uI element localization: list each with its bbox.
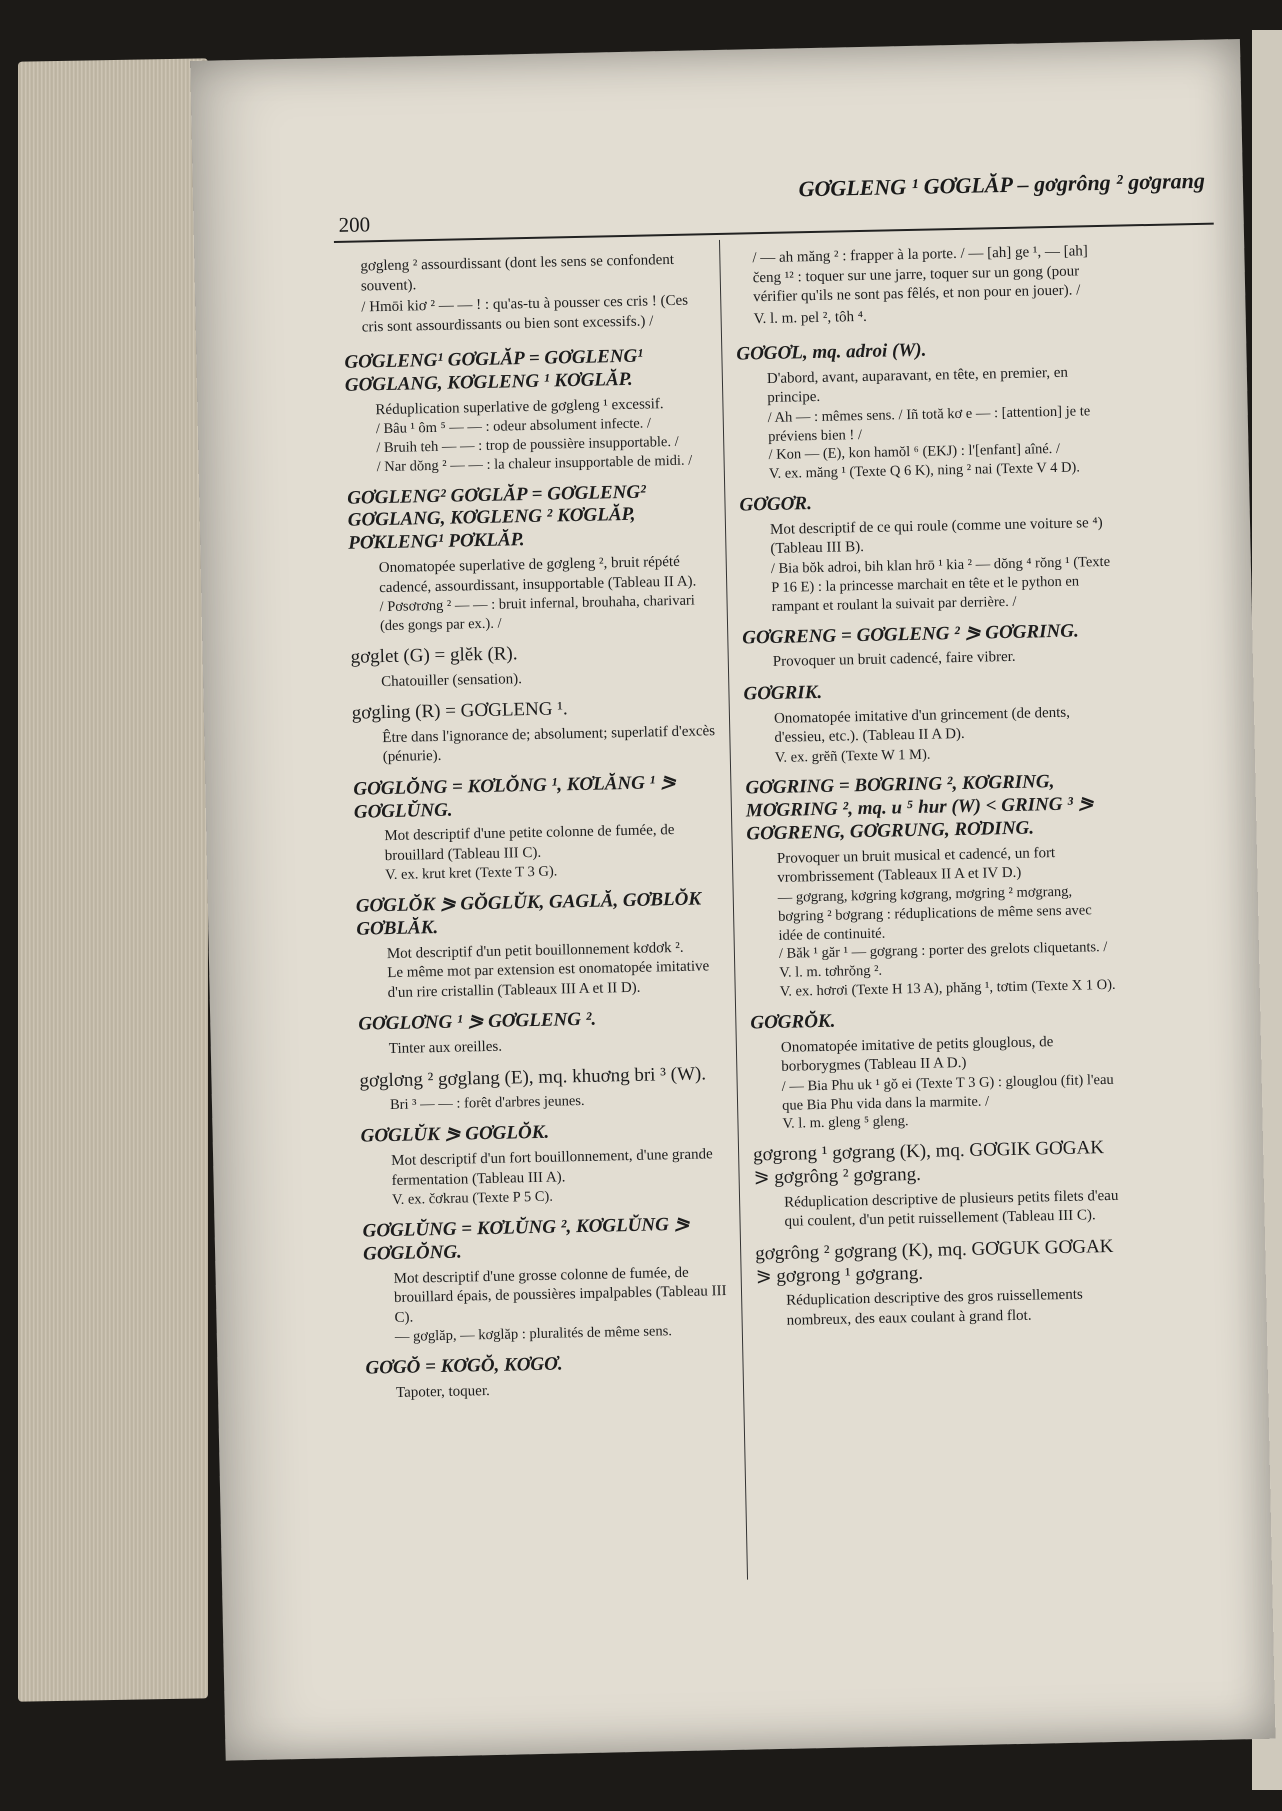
entry-definition: Tapoter, toquer. bbox=[395, 1382, 490, 1401]
entry-headword: gơglet (G) = glĕk (R). bbox=[350, 642, 518, 668]
entry-definition: Mot descriptif d'un fort bouillonnement, d'une grande fermentation (Tableau III A). bbox=[391, 1146, 713, 1189]
dictionary-entry bbox=[344, 344, 717, 477]
entry-example: / Nar dŏng ² — — : la chaleur insupportable de midi. / bbox=[376, 452, 693, 475]
entry-definition: Réduplication descriptive de plusieurs petits filets d'eau qui coulent, d'un petit ruissellement (Tableau III C). bbox=[783, 1187, 1119, 1231]
page-edges bbox=[18, 58, 208, 1701]
entry-headword: GƠGLŎNG = KƠLŎNG ¹, KƠLĂNG ¹ ⪖ GƠGLŬNG. bbox=[353, 771, 677, 823]
entry-example: / Pơsơrơng ² — — : bruit infernal, brouhaha, charivari (des gongs par ex.). / bbox=[379, 592, 695, 634]
dictionary-entry bbox=[739, 487, 1111, 617]
entry-example: — gơglăp, — kơglăp : pluralités de même sens. bbox=[394, 1323, 673, 1345]
dictionary-entry bbox=[360, 1118, 732, 1210]
entry-headword: gơgrong ¹ gơgrang (K), mq. GƠGIK GƠGAK ⪖ gơgrông ² gơgrang. bbox=[752, 1137, 1105, 1189]
entry-headword: GƠGLŬK ⪖ GƠGLŎK. bbox=[360, 1121, 550, 1147]
dictionary-entry bbox=[755, 1235, 1127, 1331]
entry-headword: GƠGLƠNG ¹ ⪖ GƠGLENG ². bbox=[358, 1009, 597, 1036]
entry-example: / Bâu ¹ ôm ⁵ — — : odeur absolument infecte. / bbox=[375, 415, 652, 438]
entry-example: / Kon — (E), kon hamŏl ⁶ (EKJ) : l'[enfant] aîné. / bbox=[768, 441, 1061, 464]
dictionary-entry bbox=[750, 1005, 1122, 1135]
entry-example: V. ex. krut kret (Texte T 3 G). bbox=[385, 863, 558, 884]
entry-definition: D'abord, avant, auparavant, en tête, en premier, en principe. bbox=[766, 364, 1069, 407]
entry-headword: GƠGƠR. bbox=[739, 493, 813, 516]
dictionary-entry bbox=[356, 888, 728, 1004]
entry-headword: GƠGLENG² GƠGLĂP = GƠGLENG² GƠGLANG, KƠGLENG ² KƠGLĂP, PƠKLENG¹ PƠKLĂP. bbox=[347, 481, 647, 555]
entry-example: V. ex. măng ¹ (Texte Q 6 K), ning ² nai (Texte V 4 D). bbox=[768, 459, 1081, 483]
continued-text: / Hmōi kiơ ² — — ! : qu'as-tu à pousser ces cris ! (Ces cris sont assourdissants ou bien sont excessifs.) / bbox=[361, 292, 689, 335]
entry-example: / Bia bŏk adroi, bih klan hrō ¹ kia ² — dŏng ⁴ rŏng ¹ (Texte P 16 E) : la princesse marchait en tête et le python en rampant et roulant la suivait par derrière. / bbox=[770, 553, 1111, 615]
entry-headword: gơglơng ² gơglang (E), mq. khuơng bri ³ (W). bbox=[359, 1063, 707, 1092]
entry-definition: Mot descriptif d'une petite colonne de fumée, de brouillard (Tableau III C). bbox=[384, 822, 675, 864]
dictionary-entry bbox=[358, 1006, 729, 1060]
entry-definition: Onomatopée imitative d'un grincement (de dents, d'essieu, etc.). (Tableau II A D). bbox=[773, 704, 1071, 746]
entry-headword: GƠGRING = BƠGRING ², KƠGRING, MƠGRING ², mq. u ⁵ hur (W) < GRING ³ ⪖ GƠGRENG, GƠGRUNG, RƠDING. bbox=[745, 771, 1094, 845]
page-number: 200 bbox=[338, 212, 371, 237]
entry-definition: Le même mot par extension est onomatopée imitative d'un rire cristallin (Tableaux III A et II D). bbox=[387, 958, 710, 1001]
entry-definition: Être dans l'ignorance de; absolument; superlatif d'excès (pénurie). bbox=[382, 722, 716, 766]
continued-text: / — ah măng ² : frapper à la porte. / — [ah] ge ¹, — [ah] čeng ¹² : toquer sur une jarre, toquer sur un gong (pour vérifier qu'ils ne sont pas fêlés, et non pour en jouer). / bbox=[752, 243, 1089, 306]
entry-headword: gơgrông ² gơgrang (K), mq. GƠGUK GƠGAK ⪖ gơgrong ¹ gơgrang. bbox=[754, 1235, 1114, 1288]
entry-definition: Réduplication superlative de gơgleng ¹ excessif. bbox=[375, 395, 664, 418]
continued-text: V. l. m. pel ², tôh ⁴. bbox=[753, 308, 867, 327]
entry-example: V. l. m. tơhrŏng ². bbox=[779, 962, 883, 982]
dictionary-entry bbox=[362, 1213, 735, 1348]
entry-example: / Ah — : mêmes sens. / Iñ totă kơ e — : [attention] je te préviens bien ! / bbox=[767, 403, 1091, 445]
dictionary-entry bbox=[736, 336, 1109, 485]
dictionary-entry bbox=[359, 1063, 730, 1116]
entry-example: — gơgrang, kơgring kơgrang, mơgring ² mơgrang, bơgring ² bơgrang : réduplications de même sens avec idée de continuité. bbox=[777, 883, 1092, 944]
entry-definition: Onomatopée imitative de petits glouglous, de borborygmes (Tableau II A D.) bbox=[780, 1033, 1054, 1076]
right-column bbox=[734, 242, 1127, 1342]
entry-example: V. ex. čơkrau (Texte P 5 C). bbox=[391, 1188, 554, 1209]
entry-definition: Mot descriptif de ce qui roule (comme une voiture se ⁴) (Tableau III B). bbox=[769, 514, 1103, 558]
dictionary-entry bbox=[347, 480, 720, 637]
entry-headword: GƠGRIK. bbox=[743, 681, 823, 705]
entry-definition: Tinter aux oreilles. bbox=[388, 1038, 503, 1058]
entry-definition: Onomatopée superlative de gơgleng ², bruit répété cadencé, assourdissant, insupportable (Tableau II A). bbox=[378, 553, 697, 596]
dictionary-entry bbox=[743, 676, 1115, 768]
entry-definition: Mot descriptif d'une grosse colonne de fumée, de brouillard épais, de poussières impalpables (Tableau III C). bbox=[393, 1264, 727, 1326]
entry-example: Bri ³ — — : forêt d'arbres jeunes. bbox=[389, 1093, 585, 1114]
entry-headword: GƠGLENG¹ GƠGLĂP = GƠGLENG¹ GƠGLANG, KƠGLENG ¹ KƠGLĂP. bbox=[344, 345, 644, 396]
entry-headword: GƠGRENG = GƠGLENG ² ⪖ GƠGRING. bbox=[742, 620, 1079, 649]
entry-headword: gơgling (R) = GƠGLENG ¹. bbox=[351, 698, 568, 724]
entry-definition: Provoquer un bruit cadencé, faire vibrer. bbox=[772, 649, 1016, 671]
entry-headword: GƠGƠL, mq. adroi (W). bbox=[736, 339, 927, 365]
dictionary-page bbox=[190, 39, 1275, 1761]
left-column bbox=[342, 250, 736, 1414]
dictionary-entry bbox=[352, 695, 723, 769]
entry-definition: Réduplication descriptive des gros ruissellements nombreux, des eaux coulant à grand flot. bbox=[786, 1286, 1083, 1329]
entry-example: / Băk ¹ găr ¹ — gơgrang : porter des grelots cliquetants. / bbox=[778, 939, 1108, 963]
dictionary-entry bbox=[353, 771, 725, 886]
entry-example: V. l. m. gleng ⁵ gleng. bbox=[782, 1113, 909, 1133]
entry-headword: GƠGŎ = KƠGŎ, KƠGƠ. bbox=[365, 1353, 563, 1379]
dictionary-entry bbox=[753, 1137, 1125, 1233]
dictionary-entry bbox=[365, 1350, 736, 1404]
dictionary-entry bbox=[742, 619, 1113, 673]
header-rule bbox=[334, 223, 1214, 243]
entry-example: V. ex. hơrơi (Texte H 13 A), phăng ¹, tơtim (Texte X 1 O). bbox=[779, 976, 1116, 1000]
entry-headword: GƠGLŎK ⪖ GŎGLŬK, GAGLĂ, GƠBLŎK GƠBLĂK. bbox=[355, 888, 702, 940]
entry-example: / — Bia Phu uk ¹ gŏ ei (Texte T 3 G) : glouglou (fit) l'eau que Bia Phu vida dans la marmite. / bbox=[781, 1071, 1114, 1114]
continued-text: gơgleng ² assourdissant (dont les sens se confondent souvent). bbox=[360, 251, 675, 294]
running-head: GƠGLENG ¹ GƠGLĂP – gơgrông ² gơgrang bbox=[798, 167, 1206, 202]
entry-headword: GƠGLŬNG = KƠLŬNG ², KƠGLŬNG ⪖ GƠGLŎNG. bbox=[362, 1213, 690, 1265]
entry-definition: Mot descriptif d'un petit bouillonnement kơdơk ². bbox=[386, 939, 684, 962]
entry-headword: GƠGRŎK. bbox=[750, 1010, 836, 1034]
entry-definition: Chatouiller (sensation). bbox=[380, 670, 523, 690]
dictionary-entry bbox=[745, 770, 1120, 1002]
dictionary-entry bbox=[350, 639, 721, 693]
entry-definition: Provoquer un bruit musical et cadencé, un fort vrombrissement (Tableaux II A et IV D.) bbox=[776, 844, 1056, 887]
entry-example: V. ex. grĕñ (Texte W 1 M). bbox=[774, 746, 931, 766]
entry-example: / Bruih teh — — : trop de poussière insupportable. / bbox=[376, 433, 679, 457]
